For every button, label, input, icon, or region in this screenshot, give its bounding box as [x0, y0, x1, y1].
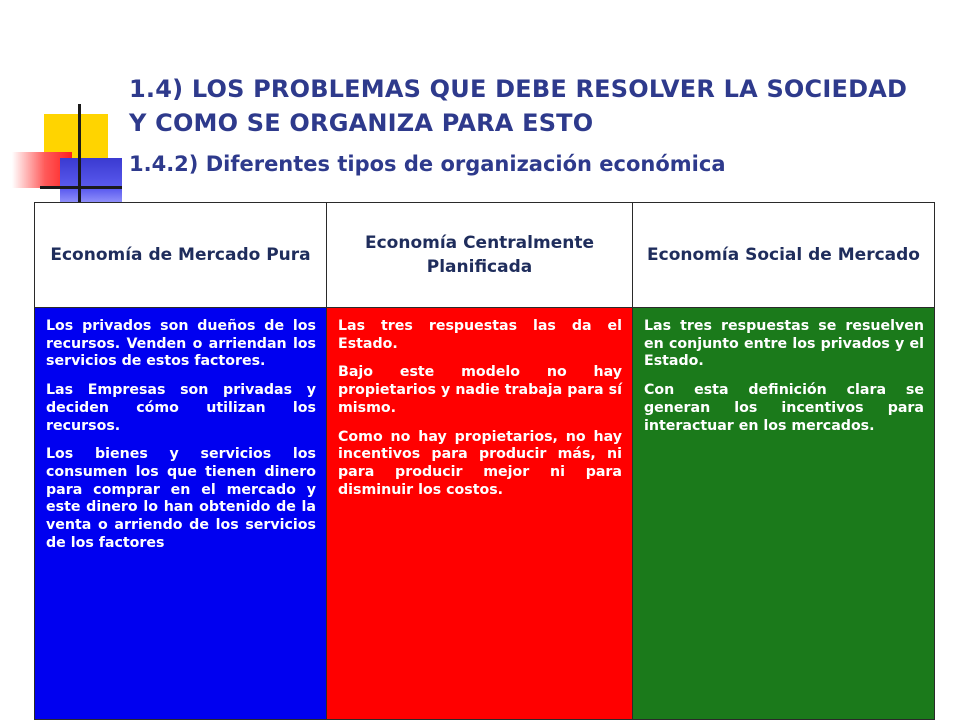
header-social-market-economy: Economía Social de Mercado — [633, 203, 935, 308]
slide-decoration-logo — [0, 0, 140, 220]
paragraph: Con esta definición clara se generan los incentivos para interactuar en los mercados. — [644, 382, 924, 434]
table-body-row — [35, 308, 935, 720]
paragraph: Los bienes y servicios los consumen los que tienen dinero para comprar en el mercado y este dinero lo han obtenido de la venta o arriendo de los servicios de los factores — [46, 446, 316, 551]
paragraph: Los privados son dueños de los recursos. Venden o arriendan los servicios de estos factores. — [46, 318, 316, 370]
cell-planned-economy — [327, 308, 633, 720]
paragraph: Como no hay propietarios, no hay incentivos para producir más, ni para producir mejor ni para disminuir los costos. — [338, 428, 622, 498]
cell-market-economy — [35, 308, 327, 720]
paragraph: Las tres respuestas las da el Estado. — [338, 318, 622, 352]
paragraph: Bajo este modelo no hay propietarios y nadie trabaja para sí mismo. — [338, 364, 622, 416]
decor-horizontal-line — [40, 186, 122, 189]
header-market-economy: Economía de Mercado Pura — [35, 203, 327, 308]
table-header-row — [35, 203, 935, 308]
paragraph: Las Empresas son privadas y deciden cómo utilizan los recursos. — [46, 382, 316, 434]
comparison-table — [34, 202, 935, 720]
slide-title: 1.4) LOS PROBLEMAS QUE DEBE RESOLVER LA SOCIEDAD Y COMO SE ORGANIZA PARA ESTO — [129, 75, 908, 137]
paragraph: Las tres respuestas se resuelven en conjunto entre los privados y el Estado. — [644, 318, 924, 370]
decor-vertical-line — [78, 104, 81, 212]
cell-social-market-economy — [633, 308, 935, 720]
slide-subtitle: 1.4.2) Diferentes tipos de organización económica — [129, 152, 726, 176]
header-planned-economy: Economía Centralmente Planificada — [327, 203, 633, 308]
